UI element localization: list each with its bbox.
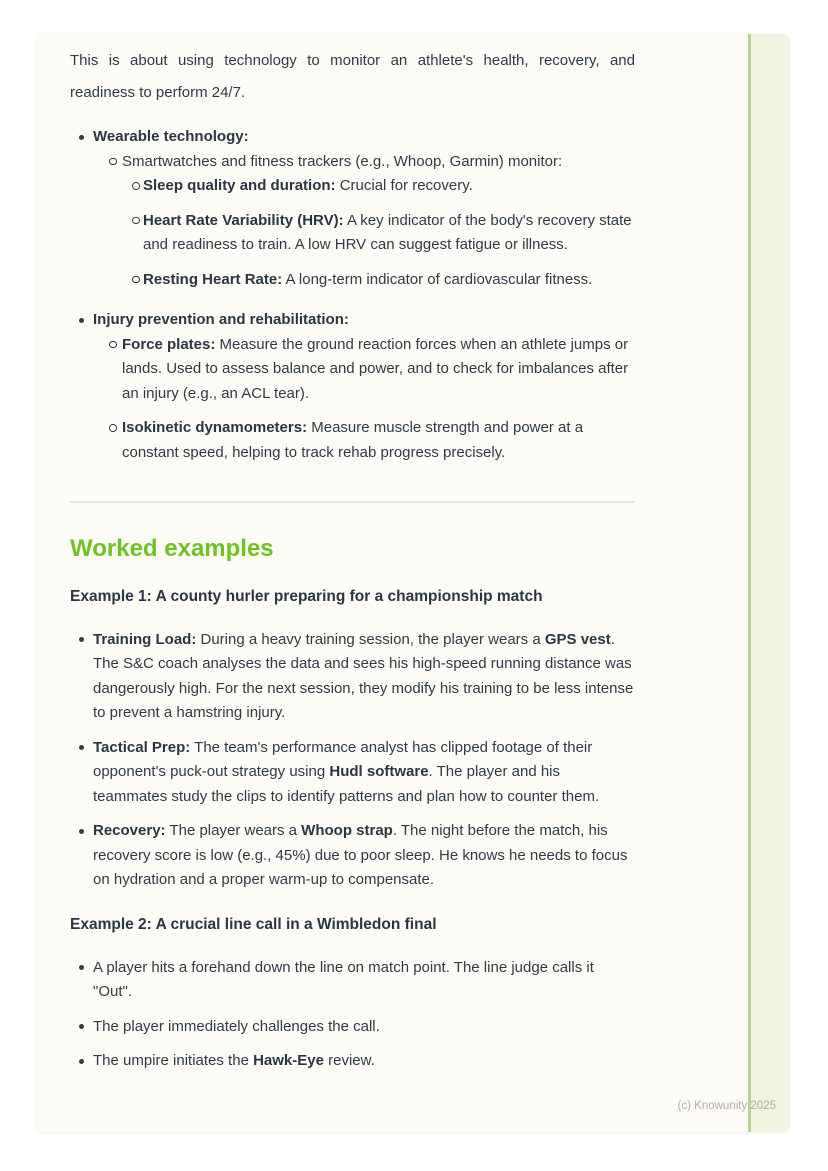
list-item-text: Sleep quality and duration: Crucial for recovery. — [143, 177, 473, 194]
list-item-resting-heart-rate — [70, 268, 635, 293]
list-item-training-load — [70, 628, 635, 726]
bullet-circle-icon — [122, 174, 143, 199]
list-item-isokinetic-dynamometers — [70, 416, 635, 465]
list-item-recovery — [70, 819, 635, 893]
list-item-text: A player hits a forehand down the line on match point. The line judge calls it "Out". — [93, 958, 594, 1000]
list-item-text: Force plates: Measure the ground reaction forces when an athlete jumps or lands. Used to assess balance and power, and to check for imbalances after an injury (e.g., an ACL tear). — [122, 335, 629, 402]
bullet-circle-icon — [122, 268, 143, 293]
bullet-dot-icon — [70, 1015, 93, 1040]
list-item-hawk-eye — [70, 1049, 635, 1074]
bullet-circle-icon — [98, 150, 122, 175]
copyright-watermark: (c) Knowunity 2025 — [677, 1100, 776, 1112]
list-item-hrv — [70, 209, 635, 258]
list-item-force-plates — [70, 333, 635, 407]
list-item-text: Heart Rate Variability (HRV): A key indicator of the body's recovery state and readiness to train. A low HRV can suggest fatigue or illness. — [143, 211, 632, 253]
list-item-text: The player immediately challenges the call. — [93, 1017, 380, 1035]
list-item-line-call — [70, 956, 635, 1005]
example-1-heading: Example 1: A county hurler preparing for a championship match — [70, 587, 543, 605]
list-item-text: The umpire initiates the Hawk-Eye review. — [93, 1052, 375, 1069]
intro-paragraph: This is about using technology to monitor an athlete's health, recovery, and readiness to perform 24/7. — [70, 52, 635, 101]
bullet-dot-icon — [70, 125, 93, 150]
notes-page-card — [36, 34, 790, 1132]
bullet-dot-icon — [70, 1049, 93, 1074]
list-item-text: Isokinetic dynamometers: Measure muscle strength and power at a constant speed, helping to track rehab progress precisely. — [122, 419, 584, 461]
bullet-circle-icon — [122, 209, 143, 258]
bullet-dot-icon — [70, 308, 93, 333]
list-item-label: Injury prevention and rehabilitation: — [93, 311, 349, 328]
list-item-label: Wearable technology: — [93, 128, 249, 145]
bullet-dot-icon — [70, 819, 93, 893]
list-item-injury-prevention — [70, 308, 635, 333]
page-accent-strip — [748, 34, 790, 1132]
list-item-challenge — [70, 1015, 635, 1040]
list-item-text: Smartwatches and fitness trackers (e.g., Whoop, Garmin) monitor: — [122, 152, 563, 170]
worked-examples-heading: Worked examples — [70, 534, 274, 562]
section-divider — [70, 501, 635, 503]
list-item-wearable-technology — [70, 125, 635, 150]
list-item-tactical-prep — [70, 736, 635, 810]
list-item-text: Resting Heart Rate: A long-term indicator of cardiovascular fitness. — [143, 270, 593, 288]
list-item-text: Tactical Prep: The team's performance analyst has clipped footage of their opponent's puck-out strategy using Hudl software. The player and his teammates study the clips to identify patterns and plan how to counter them. — [93, 738, 600, 805]
page-content — [70, 45, 635, 1074]
list-item-sleep-quality — [70, 174, 635, 199]
example-2-heading: Example 2: A crucial line call in a Wimbledon final — [70, 915, 437, 933]
list-item-text: Training Load: During a heavy training session, the player wears a GPS vest. The S&C coach analyses the data and sees his high-speed running distance was dangerously high. For the next session, they modify his training to be less intense to prevent a hamstring injury. — [93, 630, 634, 721]
list-item-smartwatches — [70, 150, 635, 175]
bullet-dot-icon — [70, 736, 93, 810]
bullet-dot-icon — [70, 628, 93, 726]
list-item-text: Recovery: The player wears a Whoop strap. The night before the match, his recovery score is low (e.g., 45%) due to poor sleep. He knows he needs to focus on hydration and a proper warm-up to compensate. — [93, 822, 628, 888]
bullet-circle-icon — [98, 333, 122, 407]
bullet-circle-icon — [98, 416, 122, 465]
bullet-dot-icon — [70, 956, 93, 1005]
